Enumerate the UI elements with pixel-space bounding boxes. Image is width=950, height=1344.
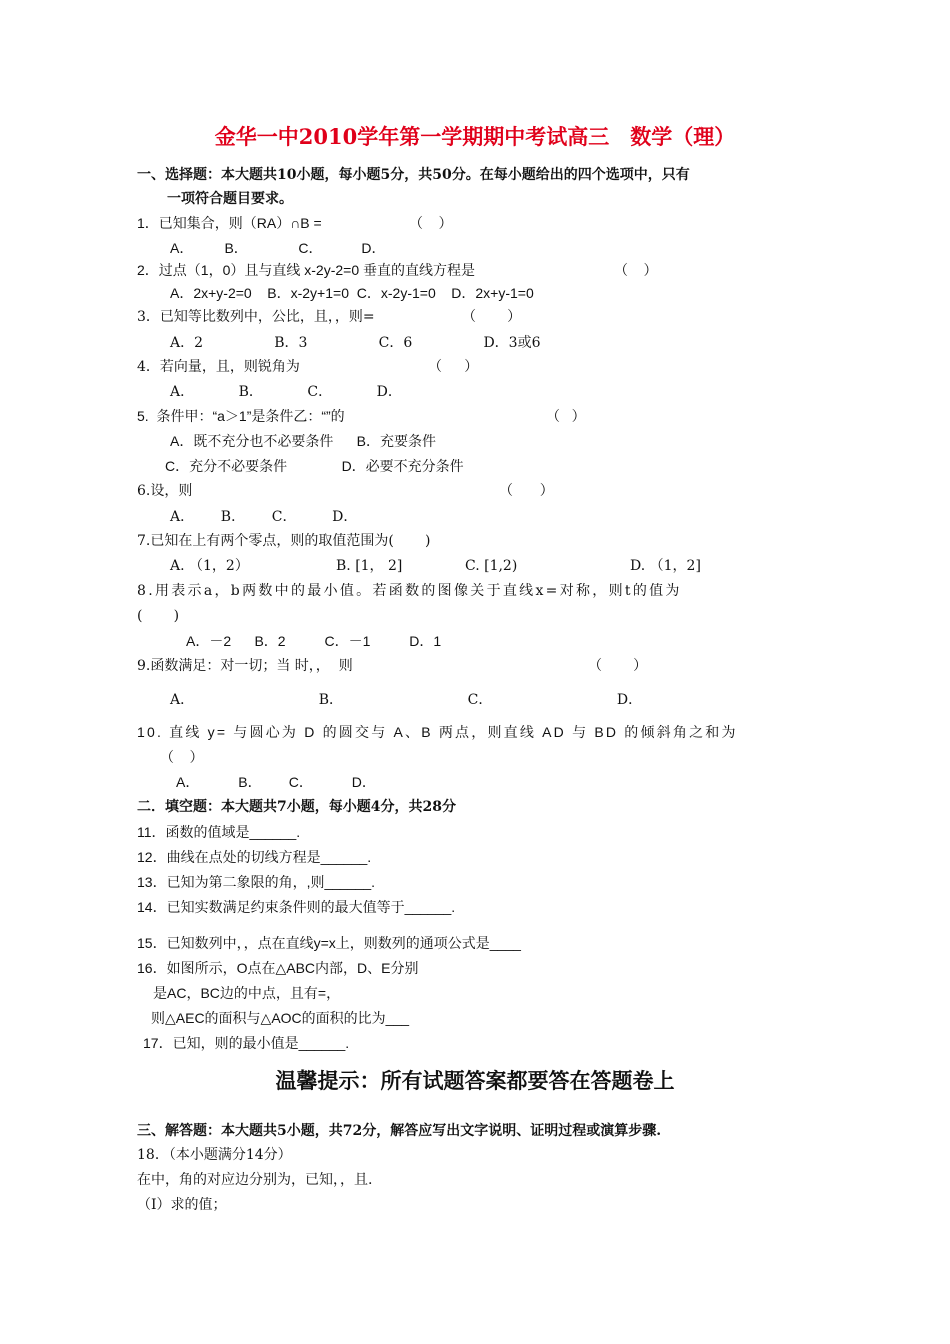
q3-paren: （ ）: [462, 309, 522, 325]
section1-heading-line1: 一、选择题：本大题共10小题，每小题5分，共50分。在每小题给出的四个选项中，只有: [137, 167, 690, 183]
exam-title: 金华一中2010学年第一学期期中考试高三 数学（理）: [214, 124, 736, 149]
q10-paren: （ ）: [160, 749, 204, 765]
q7-option-d: D. （1，2]: [630, 558, 701, 574]
q16-line2: 是AC，BC边的中点，且有=，: [153, 985, 341, 1001]
q4-stem: 4．若向量，且，则锐角为: [137, 359, 300, 375]
q7-option-c: C. [1,2): [465, 558, 518, 574]
q8-options: A．－2 B．2 C．－1 D．1: [186, 633, 442, 649]
q17: 17．已知，则的最小值是______.: [143, 1035, 350, 1051]
q2-paren: （ ）: [614, 262, 658, 278]
q1-paren: （ ）: [409, 215, 453, 231]
q3-options: A．2 B．3 C．6 D．3或6: [170, 335, 541, 351]
q9-paren: （ ）: [588, 658, 648, 674]
q4-paren: （ ）: [428, 359, 479, 375]
warm-tip-heading: 温馨提示：所有试题答案都要答在答题卷上: [275, 1068, 675, 1093]
q14: 14．已知实数满足约束条件则的最大值等于______.: [137, 899, 456, 915]
q7-option-b: B. [1， 2]: [336, 558, 403, 574]
q16-line1: 16．如图所示，O点在△ABC内部，D、E分别: [137, 960, 419, 976]
q1-stem: 1．已知集合，则（RA）∩B =: [137, 215, 322, 231]
q5-options-row2: C．充分不必要条件 D．必要不充分条件: [165, 458, 464, 474]
q10-stem: 10. 直线 y= 与圆心为 D 的圆交与 A、B 两点，则直线 AD 与 BD 的倾斜角之和为: [137, 724, 738, 740]
q6-paren: （ ）: [499, 483, 554, 499]
q11: 11．函数的值域是______.: [137, 824, 301, 840]
q12: 12．曲线在点处的切线方程是______.: [137, 849, 372, 865]
q16-line3: 则△AEC的面积与△AOC的面积的比为___: [151, 1010, 410, 1026]
q10-options: A． B． C． D．: [176, 774, 376, 790]
q5-stem: 5. 条件甲：“a＞1”是条件乙：“”的: [137, 408, 345, 424]
q9-stem: 9.函数满足：对一切；当 时，， 则: [137, 658, 353, 674]
section1-heading-line2: 一项符合题目要求。: [167, 191, 293, 207]
q3-stem: 3．已知等比数列中，公比，且，，则=: [137, 309, 375, 325]
q5-options-row1: A．既不充分也不必要条件 B．充要条件: [170, 433, 437, 449]
q9-options: A． B． C． D．: [170, 692, 643, 708]
q18-body: 在中，角的对应边分别为，已知，，且.: [137, 1172, 373, 1188]
q7-option-a: A. （1，2）: [170, 558, 249, 574]
q7-stem: 7.已知在上有两个零点，则的取值范围为( ): [137, 533, 431, 549]
section3-heading: 三、解答题：本大题共5小题，共72分，解答应写出文字说明、证明过程或演算步骤.: [137, 1123, 662, 1139]
q5-paren: （ ）: [546, 408, 586, 424]
q2-options: A．2x+y-2=0 B．x-2y+1=0 C．x-2y-1=0 D．2x+y-1=0: [170, 285, 534, 301]
q6-stem: 6.设，则: [137, 483, 193, 499]
q8-stem: 8.用表示a，b两数中的最小值。若函数的图像关于直线x=对称，则t的值为: [137, 583, 682, 599]
q13: 13．已知为第二象限的角，,则______.: [137, 874, 376, 890]
q6-options: A． B． C． D．: [170, 509, 358, 525]
q4-options: A． B． C． D．: [170, 384, 402, 400]
q18-part1: （Ⅰ）求的值；: [137, 1197, 227, 1213]
q8-paren: ( ): [137, 608, 180, 624]
q2-stem: 2．过点（1，0）且与直线 x-2y-2=0 垂直的直线方程是: [137, 262, 475, 278]
section2-heading: 二．填空题：本大题共7小题，每小题4分，共28分: [137, 799, 456, 815]
q15: 15．已知数列中，，点在直线y=x上，则数列的通项公式是____: [137, 935, 521, 951]
q1-options: A． B． C． D．: [170, 240, 386, 256]
q18-head: 18．（本小题满分14分）: [137, 1147, 292, 1163]
